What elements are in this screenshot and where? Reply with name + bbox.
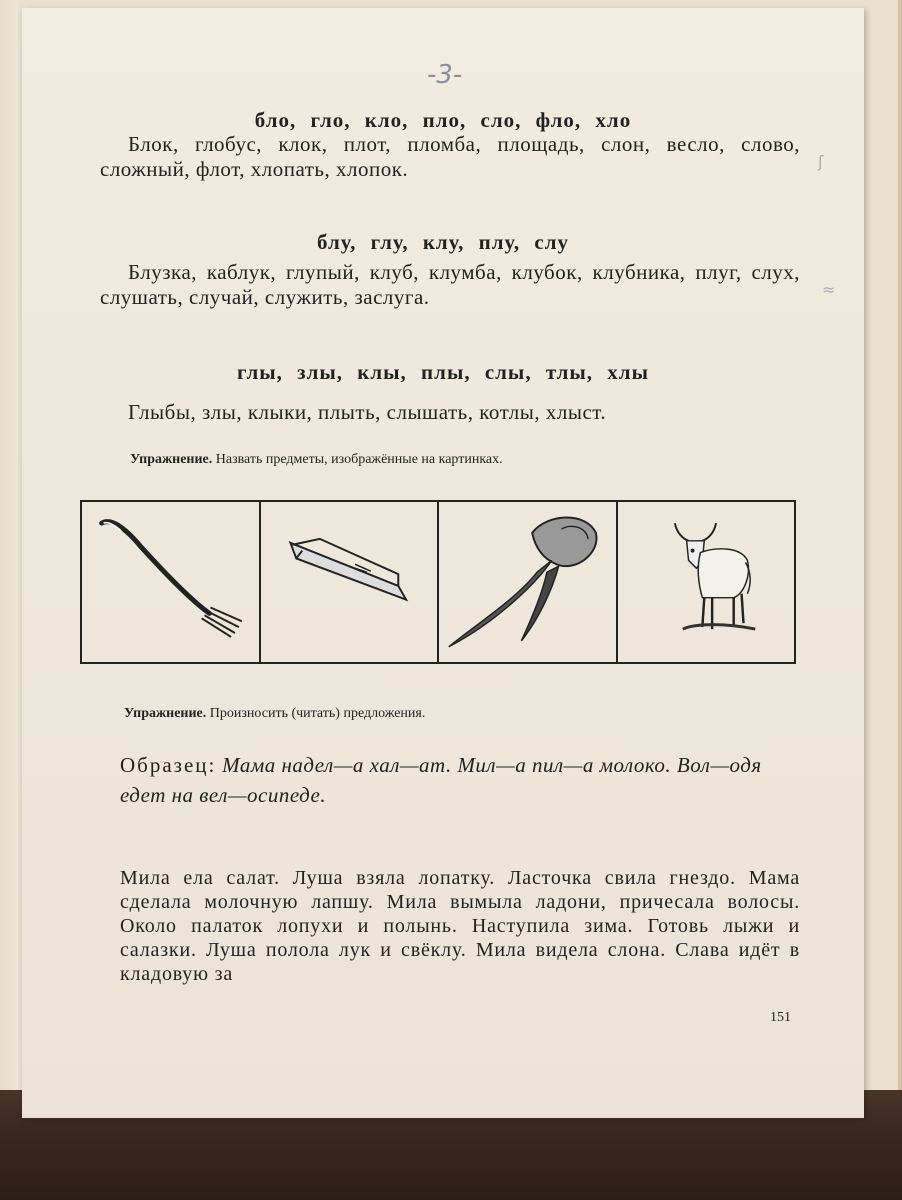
syllables-line-1: бло, гло, кло, пло, сло, фло, хло [254, 108, 632, 132]
reading-text: Мила ела салат. Луша взяла лопатку. Ласточка свила гнездо. Мама сделала молочную лапшу. Мила вымыла ладони, причесала волосы. Около палаток лопухи и полынь. Наступила зима. Готовь лыжи и салазки. Луша полола лук и свёклу. Мила видела слона. Слава идёт в кладовую за [120, 867, 800, 985]
exercise-2-title: Упражнение. [124, 706, 207, 721]
exercise-2-text: Произносить (читать) предложения. [209, 706, 426, 721]
exercise-2 [124, 706, 425, 722]
picture-scarf [439, 502, 618, 662]
exercise-1-title: Упражнение. [130, 452, 213, 467]
pencil-mark: ≈ [822, 280, 836, 299]
picture-ox [618, 502, 795, 662]
exercise-1-text: Назвать предметы, изображённые на картинках. [215, 452, 503, 467]
exercise-1 [130, 452, 503, 468]
book-page [22, 8, 864, 1118]
words-paragraph-2: Блузка, каблук, глупый, клуб, клумба, клубок, клубника, плуг, слух, слушать, случай, служить, заслуга. [100, 260, 800, 309]
ox-icon [618, 502, 795, 662]
sample-block [120, 750, 800, 810]
page-number: 151 [770, 1010, 791, 1025]
syllables-line-3: глы, злы, клы, плы, слы, тлы, хлы [237, 360, 649, 384]
pencil-page-marker: -3- [427, 60, 463, 90]
folding-knife-icon [261, 502, 438, 662]
pencil-mark: ʃ [818, 152, 824, 171]
picture-folding-knife [261, 502, 440, 662]
fork-icon [82, 502, 259, 662]
syllables-line-2: блу, глу, клу, плу, слу [317, 230, 569, 254]
sample-label: Образец: [120, 753, 217, 777]
words-paragraph-1: Блок, глобус, клок, плот, пломба, площадь, слон, весло, слово, сложный, флот, хлопать, хлопок. [100, 132, 800, 181]
words-paragraph-3: Глыбы, злы, клыки, плыть, слышать, котлы, хлыст. [128, 400, 607, 424]
picture-fork [82, 502, 261, 662]
sample-text: Мама надел—а хал—ат. Мил—а пил—а молоко. Вол—одя едет на вел—осипеде. [120, 753, 762, 807]
picture-strip [80, 500, 796, 664]
pioneer-scarf-icon [439, 502, 616, 662]
